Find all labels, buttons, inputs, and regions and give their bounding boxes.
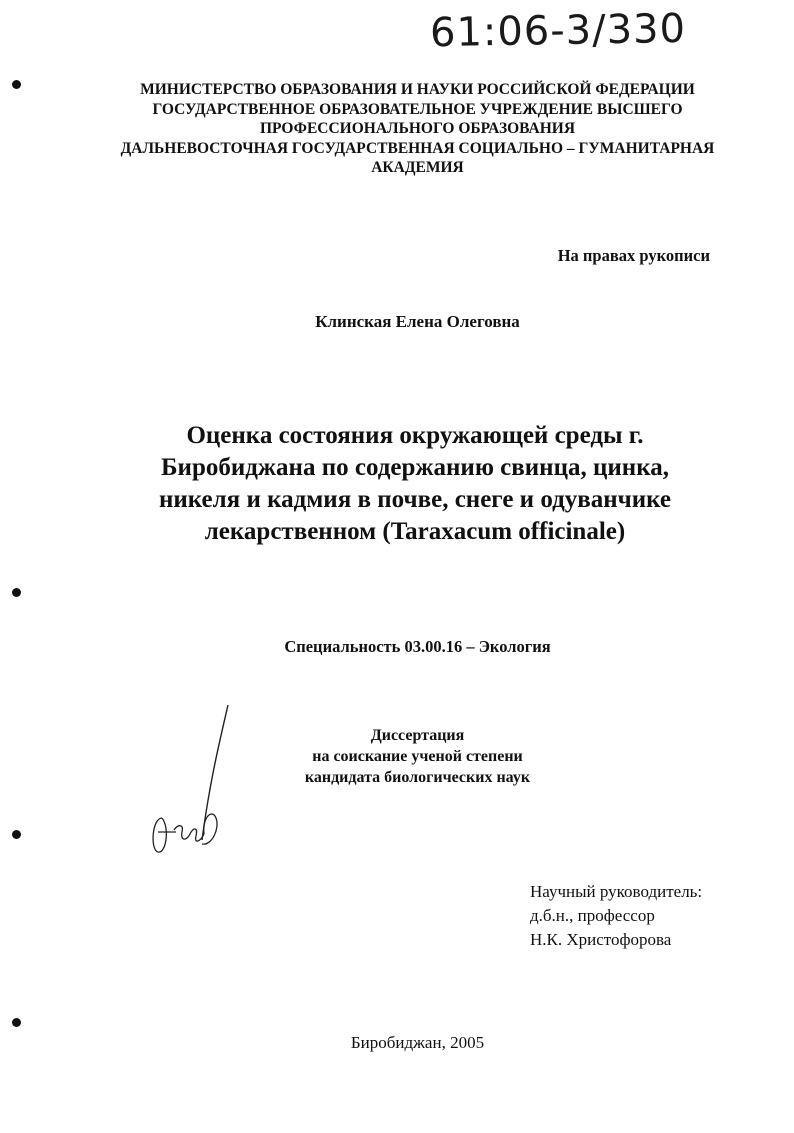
thesis-title [90, 420, 740, 548]
scan-mark [12, 830, 21, 839]
supervisor-line: Научный руководитель: [530, 882, 703, 901]
signature-icon [140, 700, 250, 860]
title-line: никеля и кадмия в почве, снеге и одуванчике [158, 486, 672, 513]
scan-mark [12, 588, 21, 597]
header-line: ГОСУДАРСТВЕННОЕ ОБРАЗОВАТЕЛЬНОЕ УЧРЕЖДЕНИЕ ВЫСШЕГО [152, 100, 683, 118]
scan-mark [12, 1018, 21, 1027]
header-line: ДАЛЬНЕВОСТОЧНАЯ ГОСУДАРСТВЕННАЯ СОЦИАЛЬНО – ГУМАНИТАРНАЯ [120, 139, 715, 157]
dissertation-line: на соискание ученой степени [312, 748, 523, 765]
specialty: Специальность 03.00.16 – Экология [284, 637, 551, 656]
supervisor-line: Н.К. Христофорова [530, 930, 672, 949]
dissertation-description [200, 725, 635, 788]
dissertation-line: кандидата биологических наук [304, 769, 531, 786]
scan-mark [12, 80, 21, 89]
supervisor-block [530, 880, 770, 952]
institution-header [100, 80, 735, 178]
header-line: АКАДЕМИЯ [371, 159, 464, 176]
title-line: Биробиджана по содержанию свинца, цинка, [161, 454, 669, 481]
title-line: лекарственном (Taraxacum officinale) [204, 518, 626, 545]
header-line: ПРОФЕССИОНАЛЬНОГО ОБРАЗОВАНИЯ [259, 120, 576, 137]
city-year: Биробиджан, 2005 [350, 1033, 485, 1052]
supervisor-line: д.б.н., профессор [530, 906, 655, 925]
header-line: МИНИСТЕРСТВО ОБРАЗОВАНИЯ И НАУКИ РОССИЙСКОЙ ФЕДЕРАЦИИ [140, 81, 695, 98]
title-line: Оценка состояния окружающей среды г. [186, 422, 644, 449]
archive-code: 61:06-3/330 [429, 5, 687, 57]
manuscript-note: На правах рукописи [557, 246, 710, 265]
author-name: Клинская Елена Олеговна [315, 312, 520, 331]
dissertation-line: Диссертация [370, 727, 465, 744]
